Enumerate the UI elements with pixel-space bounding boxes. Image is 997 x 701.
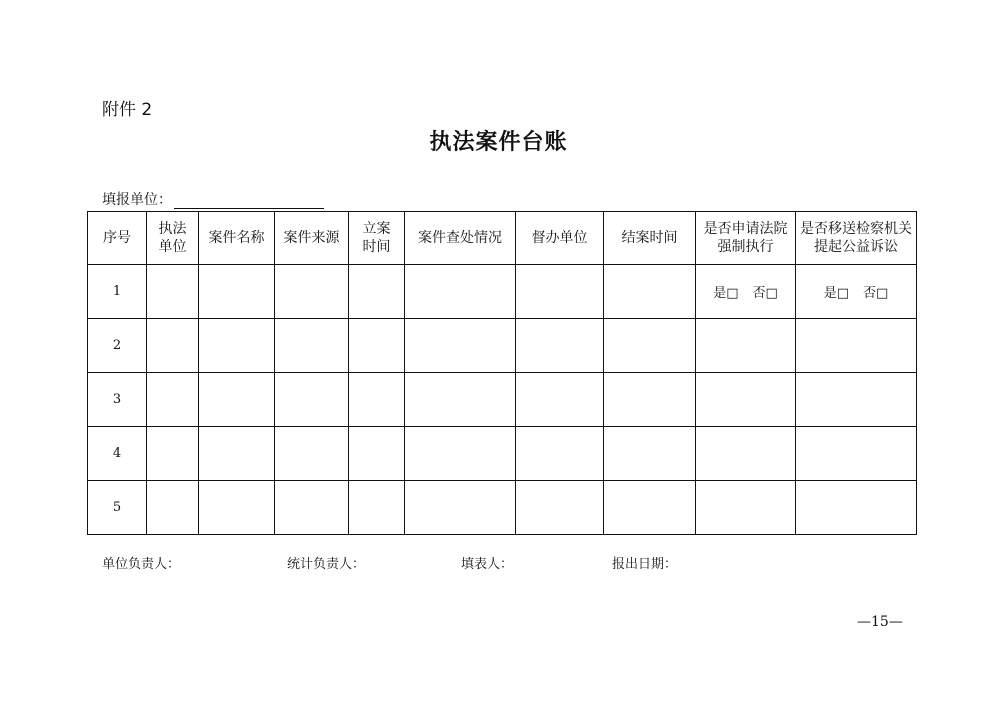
cell-closing-time[interactable] bbox=[604, 481, 696, 535]
page-title: 执法案件台账 bbox=[429, 130, 568, 155]
cell-procuratorate-transfer[interactable] bbox=[796, 427, 917, 481]
cell-closing-time[interactable] bbox=[604, 427, 696, 481]
cell-supervising-unit[interactable] bbox=[516, 481, 604, 535]
cell-case-source[interactable] bbox=[275, 427, 349, 481]
table-row bbox=[88, 427, 917, 481]
header-court-enforcement bbox=[696, 212, 796, 265]
cell-supervising-unit[interactable] bbox=[516, 427, 604, 481]
header-case-name: 案件名称 bbox=[199, 212, 275, 265]
row-seq: 4 bbox=[88, 427, 147, 481]
table-row bbox=[88, 265, 917, 319]
header-filing-time bbox=[349, 212, 405, 265]
cell-case-name[interactable] bbox=[199, 373, 275, 427]
cell-filing-time[interactable] bbox=[349, 427, 405, 481]
cell-court-enforcement[interactable] bbox=[696, 319, 796, 373]
cell-case-name[interactable] bbox=[199, 319, 275, 373]
header-filing-time-line1: 立案 bbox=[362, 221, 391, 237]
cell-supervising-unit[interactable] bbox=[516, 373, 604, 427]
cell-case-source[interactable] bbox=[275, 265, 349, 319]
table-row bbox=[88, 373, 917, 427]
procuratorate-yes-checkbox[interactable]: 是□ bbox=[823, 286, 849, 301]
header-enforcement-unit-line2: 单位 bbox=[158, 239, 187, 255]
cell-closing-time[interactable] bbox=[604, 319, 696, 373]
footer-unit-head: 单位负责人： bbox=[102, 557, 181, 572]
cell-investigation[interactable] bbox=[405, 481, 516, 535]
cell-court-enforcement bbox=[696, 265, 796, 319]
row-seq: 1 bbox=[88, 265, 147, 319]
footer-report-date: 报出日期： bbox=[612, 557, 678, 572]
cell-case-name[interactable] bbox=[199, 427, 275, 481]
cell-procuratorate-transfer[interactable] bbox=[796, 481, 917, 535]
fill-unit-blank bbox=[174, 192, 324, 209]
header-procuratorate-transfer-line2: 提起公益诉讼 bbox=[814, 239, 898, 255]
cell-closing-time[interactable] bbox=[604, 265, 696, 319]
cell-procuratorate-transfer[interactable] bbox=[796, 319, 917, 373]
table-row bbox=[88, 319, 917, 373]
footer-filler: 填表人： bbox=[461, 557, 514, 572]
cell-filing-time[interactable] bbox=[349, 265, 405, 319]
cell-case-source[interactable] bbox=[275, 373, 349, 427]
row-seq: 2 bbox=[88, 319, 147, 373]
cell-investigation[interactable] bbox=[405, 427, 516, 481]
cell-filing-time[interactable] bbox=[349, 481, 405, 535]
header-procuratorate-transfer bbox=[796, 212, 917, 265]
table-row bbox=[88, 481, 917, 535]
cell-filing-time[interactable] bbox=[349, 373, 405, 427]
cell-investigation[interactable] bbox=[405, 319, 516, 373]
header-row bbox=[88, 212, 917, 265]
header-court-enforcement-line1: 是否申请法院 bbox=[703, 221, 788, 237]
header-court-enforcement-line2: 强制执行 bbox=[717, 239, 774, 255]
header-supervising-unit: 督办单位 bbox=[516, 212, 604, 265]
header-investigation: 案件查处情况 bbox=[405, 212, 516, 265]
court-yes-checkbox[interactable]: 是□ bbox=[713, 286, 739, 301]
cell-case-source[interactable] bbox=[275, 481, 349, 535]
cell-supervising-unit[interactable] bbox=[516, 319, 604, 373]
header-procuratorate-transfer-line1: 是否移送检察机关 bbox=[800, 221, 912, 237]
footer-stat-head: 统计负责人： bbox=[287, 557, 366, 572]
cell-court-enforcement[interactable] bbox=[696, 373, 796, 427]
header-seq: 序号 bbox=[88, 212, 147, 265]
cell-investigation[interactable] bbox=[405, 373, 516, 427]
cell-case-name[interactable] bbox=[199, 481, 275, 535]
cell-case-name[interactable] bbox=[199, 265, 275, 319]
cell-filing-time[interactable] bbox=[349, 319, 405, 373]
header-filing-time-line2: 时间 bbox=[362, 239, 391, 255]
cell-case-source[interactable] bbox=[275, 319, 349, 373]
cell-closing-time[interactable] bbox=[604, 373, 696, 427]
fill-unit-row bbox=[102, 189, 324, 209]
header-enforcement-unit bbox=[147, 212, 199, 265]
cell-enforcement-unit[interactable] bbox=[147, 427, 199, 481]
cell-court-enforcement[interactable] bbox=[696, 481, 796, 535]
case-ledger-table bbox=[87, 211, 917, 535]
cell-court-enforcement[interactable] bbox=[696, 427, 796, 481]
cell-enforcement-unit[interactable] bbox=[147, 373, 199, 427]
header-closing-time: 结案时间 bbox=[604, 212, 696, 265]
cell-enforcement-unit[interactable] bbox=[147, 481, 199, 535]
page-number: —15— bbox=[857, 614, 903, 630]
cell-enforcement-unit[interactable] bbox=[147, 265, 199, 319]
procuratorate-no-checkbox[interactable]: 否□ bbox=[863, 286, 889, 301]
row-seq: 3 bbox=[88, 373, 147, 427]
header-enforcement-unit-line1: 执法 bbox=[158, 221, 187, 237]
attachment-label: 附件 2 bbox=[102, 100, 153, 120]
fill-unit-label: 填报单位： bbox=[102, 192, 172, 208]
cell-procuratorate-transfer[interactable] bbox=[796, 373, 917, 427]
cell-investigation[interactable] bbox=[405, 265, 516, 319]
row-seq: 5 bbox=[88, 481, 147, 535]
cell-supervising-unit[interactable] bbox=[516, 265, 604, 319]
court-no-checkbox[interactable]: 否□ bbox=[752, 286, 778, 301]
cell-procuratorate-transfer bbox=[796, 265, 917, 319]
cell-enforcement-unit[interactable] bbox=[147, 319, 199, 373]
header-case-source: 案件来源 bbox=[275, 212, 349, 265]
